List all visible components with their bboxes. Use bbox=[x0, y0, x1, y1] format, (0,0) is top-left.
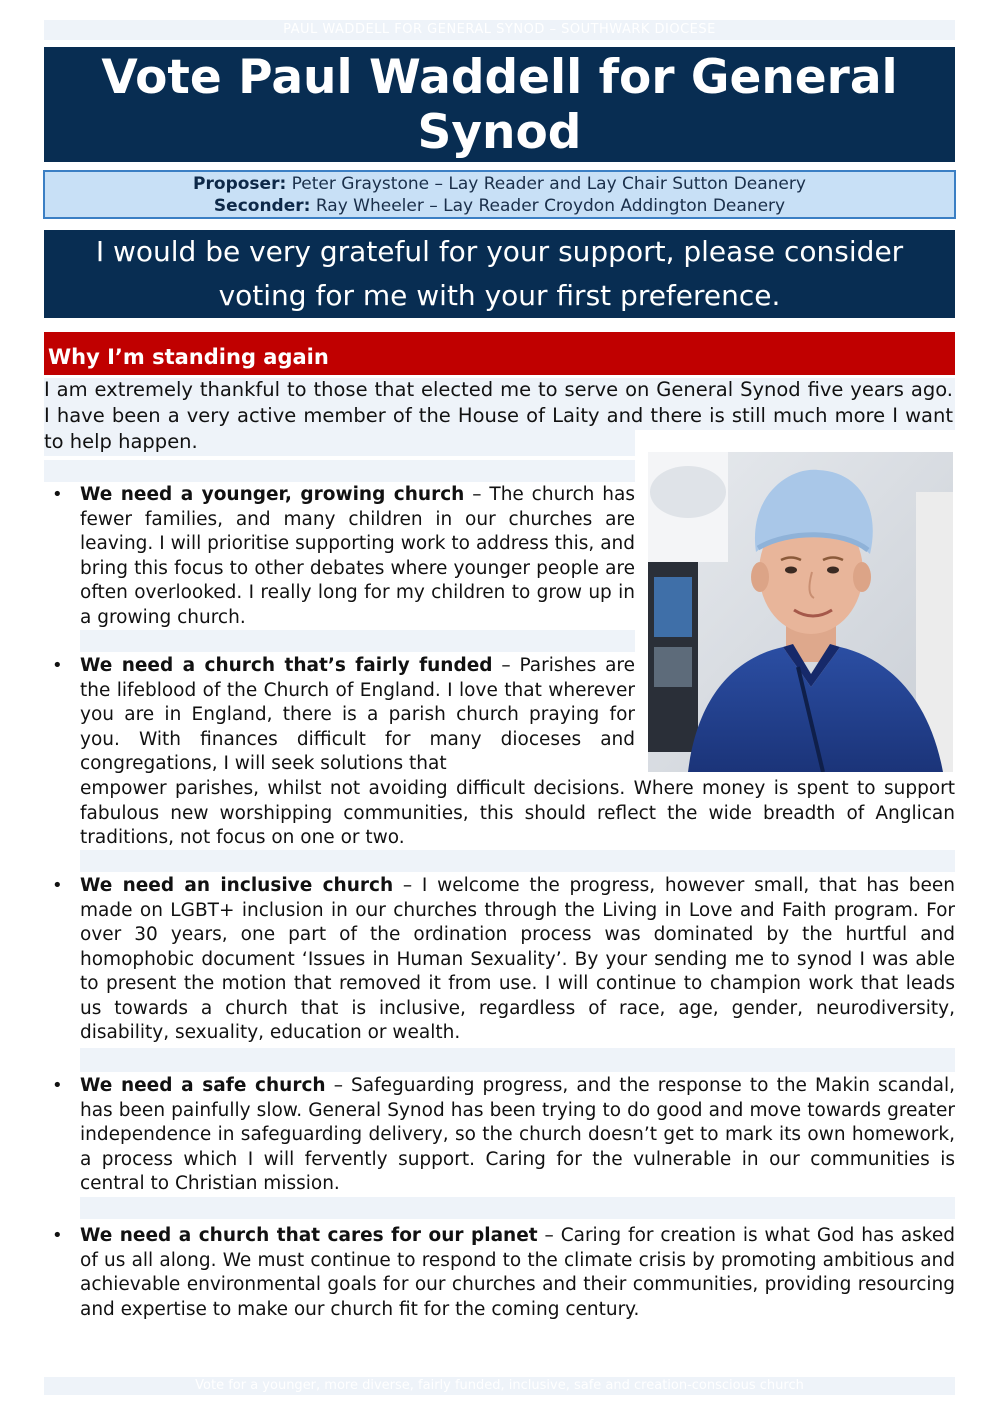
bullet-text bbox=[80, 874, 955, 1046]
spacer-shade bbox=[80, 630, 635, 652]
candidate-photo bbox=[648, 452, 953, 772]
top-banner: PAUL WADDELL FOR GENERAL SYNOD – SOUTHWARK DIOCESE bbox=[44, 20, 955, 40]
bullet-text bbox=[80, 1074, 955, 1197]
proposer-label: Proposer: bbox=[193, 174, 287, 194]
bullet-body: – I welcome the progress, however small, that has been made on LGBT+ inclusion in our churches through the Living in Love and Faith program. For over 30 years, one part of the ordination process was dominated by the hurtful and homophobic document ‘Issues in Human Sexuality’. By your sending me to synod I was able to present the motion that removed it from use. I will continue to champion work that leads us towards a church that is inclusive, regardless of race, age, gender, neurodiversity, disability, sexuality, education or wealth. bbox=[80, 875, 956, 1043]
spacer-shade bbox=[80, 850, 955, 872]
bullet-lead: We need a safe church bbox=[80, 1075, 326, 1096]
bullet-lead: We need a church that’s fairly funded bbox=[80, 655, 493, 676]
bullet-text bbox=[80, 483, 635, 630]
bullet-body: – Caring for creation is what God has asked of us all along. We must continue to respond to the climate crisis by promoting ambitious and achievable environmental goals for our churches and their communities, providing resourcing and expertise to make our church fit for the coming century. bbox=[80, 1225, 955, 1320]
bullet-dot: • bbox=[52, 1225, 63, 1246]
seconder-text: Ray Wheeler – Lay Reader Croydon Addington Deanery bbox=[310, 196, 786, 216]
page-title: Vote Paul Waddell for General Synod bbox=[44, 47, 955, 162]
proposer-line bbox=[45, 173, 954, 195]
intro-text: I am extremely thankful to those that elected me to serve on General Synod five years ago. I have been a very active member of the House of Laity and there is still much more I want to help happen. bbox=[44, 378, 953, 453]
spacer-shade bbox=[44, 460, 635, 482]
bullet-body: – Safeguarding progress, and the response to the Makin scandal, has been painfully slow. General Synod has been trying to do good and move towards greater independence in safeguarding delivery, so the church doesn’t get to mark its own homework, a process which I will fervently support. Caring for the vulnerable in our communities is central to Christian mission. bbox=[80, 1075, 955, 1194]
spacer-shade bbox=[80, 1197, 955, 1219]
bullet-body: – The church has fewer families, and many children in our churches are leaving. I will prioritise supporting work to address this, and bring this focus to other debates where younger people are often overlooked. I really long for my children to grow up in a growing church. bbox=[80, 484, 635, 628]
nominators-box bbox=[43, 170, 956, 219]
bullet-lead: We need an inclusive church bbox=[80, 875, 394, 896]
seconder-label: Seconder: bbox=[213, 196, 311, 216]
support-message bbox=[44, 230, 955, 318]
bullet-dot: • bbox=[52, 655, 63, 676]
bullet-dot: • bbox=[52, 484, 63, 505]
section-heading: Why I’m standing again bbox=[44, 332, 955, 375]
bullet-lead: We need a younger, growing church bbox=[80, 484, 465, 505]
portrait-photo-icon bbox=[648, 452, 953, 772]
spacer-shade bbox=[80, 1048, 955, 1072]
seconder-line bbox=[45, 195, 954, 217]
proposer-text: Peter Graystone – Lay Reader and Lay Chair Sutton Deanery bbox=[286, 174, 806, 194]
bottom-banner: Vote for a younger, more diverse, fairly funded, inclusive, safe and creation-conscious church bbox=[44, 1377, 955, 1395]
bullet-text bbox=[80, 654, 635, 777]
support-message-text: I would be very grateful for your support, please consider voting for me with your first preference. bbox=[95, 235, 904, 312]
bullet-dot: • bbox=[52, 1075, 63, 1096]
bullet-dot: • bbox=[52, 875, 63, 896]
bullet-lead: We need a church that cares for our planet bbox=[80, 1225, 538, 1246]
bullet-text bbox=[80, 1224, 955, 1322]
bullet-text-continued: empower parishes, whilst not avoiding difficult decisions. Where money is spent to support fabulous new worshipping communities, this should reflect the wide breadth of Anglican traditions, not focus on one or two. bbox=[80, 778, 955, 848]
bullet-body: – Parishes are the lifeblood of the Church of England. I love that wherever you are in England, there is a parish church praying for you. With finances difficult for many dioceses and congregations, I will seek solutions that bbox=[80, 655, 635, 774]
intro-paragraph bbox=[44, 377, 955, 455]
